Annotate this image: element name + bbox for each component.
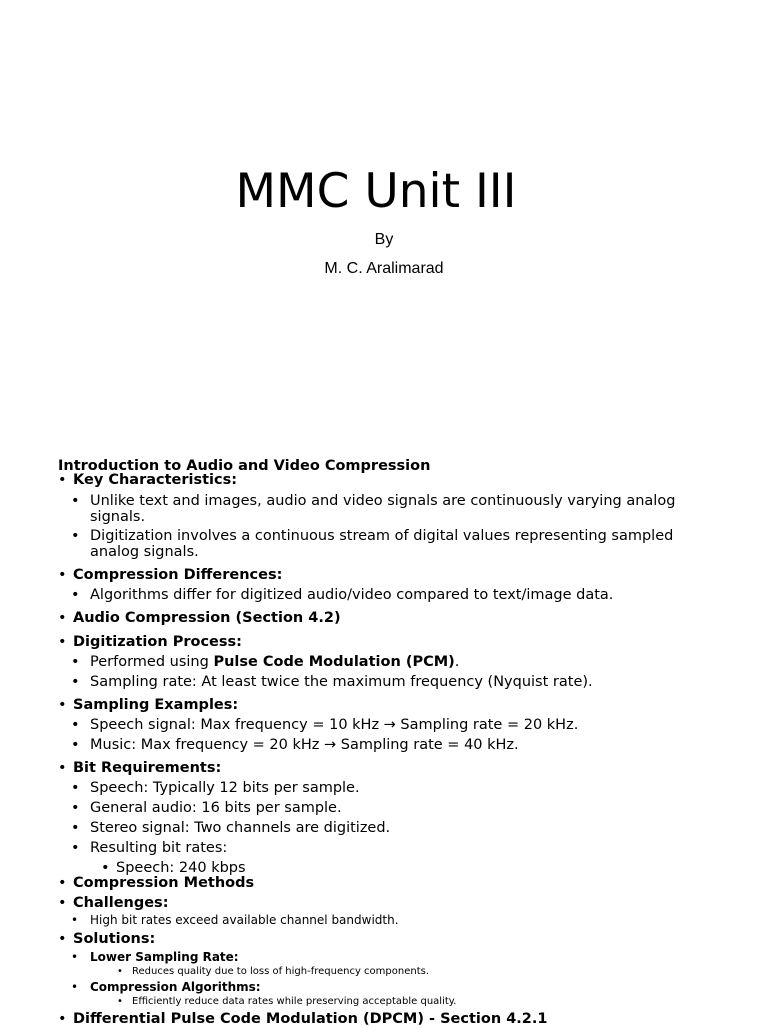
sampling-examples-label: Sampling Examples: — [73, 697, 239, 713]
list-item — [58, 800, 718, 816]
challenge-1: High bit rates exceed available channel bandwidth. — [90, 913, 399, 927]
bullet-icon: • — [71, 913, 79, 927]
bullet-icon: • — [58, 610, 67, 626]
list-item — [58, 979, 738, 995]
sampling-example-1: Speech signal: Max frequency = 10 kHz → Sampling rate = 20 kHz. — [90, 717, 579, 733]
list-item — [58, 587, 718, 603]
audio-compression-heading: Audio Compression (Section 4.2) — [73, 610, 341, 626]
compression-algorithms-detail: Efficiently reduce data rates while preserving acceptable quality. — [132, 996, 457, 1007]
notes-list-upper — [58, 472, 718, 876]
list-item — [58, 493, 718, 525]
bullet-icon: • — [71, 674, 80, 690]
bullet-icon: • — [117, 996, 123, 1007]
bullet-icon: • — [58, 567, 67, 583]
list-item — [58, 820, 718, 836]
dpcm-heading: Differential Pulse Code Modulation (DPCM) - Section 4.2.1 — [73, 1011, 548, 1027]
list-item — [58, 737, 718, 753]
compression-algorithms-label: Compression Algorithms: — [90, 980, 261, 994]
bullet-icon: • — [58, 895, 67, 911]
compression-methods-heading: Compression Methods — [73, 875, 255, 891]
bit-requirement-1: Speech: Typically 12 bits per sample. — [90, 780, 360, 796]
list-item — [58, 717, 718, 733]
list-item — [58, 840, 718, 856]
bullet-icon: • — [101, 860, 110, 876]
bullet-icon: • — [117, 966, 123, 977]
bit-requirements-label: Bit Requirements: — [73, 760, 222, 776]
bullet-icon: • — [71, 737, 80, 753]
bullet-icon: • — [58, 875, 67, 891]
bullet-icon: • — [58, 634, 67, 650]
document-title: MMC Unit III — [235, 164, 517, 219]
list-item — [58, 780, 718, 796]
digitization-item-2: Sampling rate: At least twice the maximum frequency (Nyquist rate). — [90, 674, 593, 690]
byline-by: By — [374, 231, 394, 248]
list-item — [58, 654, 718, 670]
bullet-icon: • — [71, 800, 80, 816]
challenges-label: Challenges: — [73, 895, 169, 911]
bullet-icon: • — [71, 950, 79, 964]
lower-sampling-detail: Reduces quality due to loss of high-frequency components. — [132, 966, 430, 977]
bullet-icon: • — [71, 528, 80, 544]
list-item — [58, 912, 738, 928]
list-item-sampling-examples — [58, 697, 718, 714]
bit-requirement-4: Resulting bit rates: — [90, 840, 228, 856]
bullet-icon: • — [71, 820, 80, 836]
list-item-bit-requirements — [58, 760, 718, 777]
list-item-audio-compression — [58, 610, 718, 627]
key-characteristics-label: Key Characteristics: — [73, 472, 238, 488]
author-name: M. C. Aralimarad — [324, 260, 444, 277]
list-item — [58, 860, 718, 876]
pcm-term: Pulse Code Modulation (PCM) — [213, 654, 455, 670]
bullet-icon: • — [71, 980, 79, 994]
bit-requirement-3: Stereo signal: Two channels are digitized. — [90, 820, 391, 836]
list-item-dpcm — [58, 1011, 738, 1028]
lower-sampling-label: Lower Sampling Rate: — [90, 950, 239, 964]
notes-list-lower — [58, 875, 738, 1028]
bit-requirement-2: General audio: 16 bits per sample. — [90, 800, 342, 816]
bullet-icon: • — [58, 931, 67, 947]
digitization-label: Digitization Process: — [73, 634, 242, 650]
key-characteristic-1: Unlike text and images, audio and video signals are continuously varying analog signals. — [90, 493, 676, 525]
section-heading: Introduction to Audio and Video Compression — [58, 458, 431, 474]
list-item-challenges — [58, 895, 738, 912]
bullet-icon: • — [58, 760, 67, 776]
bit-rate-speech: Speech: 240 kbps — [116, 860, 246, 876]
digitization-item-1-text: Performed using — [90, 654, 214, 670]
list-item-solutions — [58, 931, 738, 948]
list-item — [58, 528, 718, 560]
digitization-item-1-end: . — [454, 654, 460, 670]
list-item-compression-methods — [58, 875, 738, 892]
bullet-icon: • — [71, 780, 80, 796]
bullet-icon: • — [58, 472, 67, 488]
bullet-icon: • — [58, 1011, 67, 1027]
bullet-icon: • — [71, 840, 80, 856]
list-item-key-characteristics — [58, 472, 718, 489]
list-item — [58, 949, 738, 965]
bullet-icon: • — [58, 697, 67, 713]
solutions-label: Solutions: — [73, 931, 156, 947]
sampling-example-2: Music: Max frequency = 20 kHz → Sampling rate = 40 kHz. — [90, 737, 519, 753]
list-item — [58, 674, 718, 690]
bullet-icon: • — [71, 493, 80, 509]
compression-differences-label: Compression Differences: — [73, 567, 283, 583]
compression-difference-1: Algorithms differ for digitized audio/video compared to text/image data. — [90, 587, 614, 603]
key-characteristic-2: Digitization involves a continuous stream of digital values representing sampled analog signals. — [90, 528, 674, 560]
list-item — [58, 965, 738, 978]
list-item-compression-differences — [58, 567, 718, 584]
list-item — [58, 995, 738, 1008]
list-item-digitization — [58, 634, 718, 651]
bullet-icon: • — [71, 587, 80, 603]
bullet-icon: • — [71, 717, 80, 733]
bullet-icon: • — [71, 654, 80, 670]
